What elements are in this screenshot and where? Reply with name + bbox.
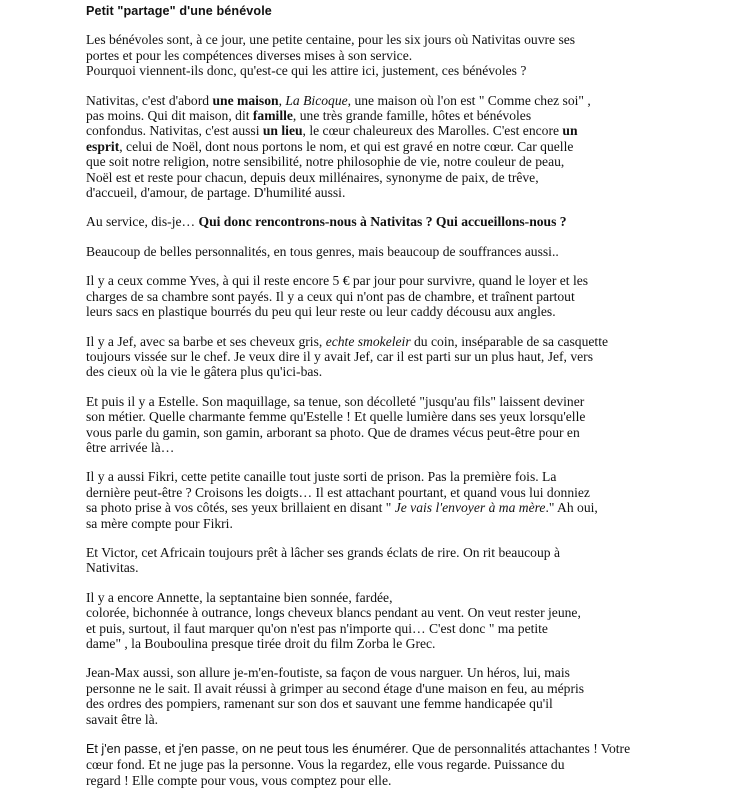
- paragraph-yves: Il y a ceux comme Yves, à qui il reste encore 5 € par jour pour survivre, quand le loyer et les charges de sa chambre sont payés. Il y a ceux qui n'ont pas de chambre, et traînent partout leurs sacs en plastique bourrés du peu qui leur reste ou leur caddy décousu aux angles.: [86, 273, 589, 320]
- paragraph-personnalites: Beaucoup de belles personnalités, en tous genres, mais beaucoup de souffrances aussi..: [86, 243, 559, 259]
- paragraph-annette: Il y a encore Annette, la septantaine bien sonnée, fardée, colorée, bichonnée à outrance, longs cheveux blancs pendant au vent. On veut rester jeune, et puis, surtout, il faut marquer qu'on n'est pas n'importe qui… C'est donc " ma petite dame" , la Bouboulina presque tirée droit du film Zorba le Grec.: [86, 589, 581, 651]
- paragraph-jef: Il y a Jef, avec sa barbe et ses cheveux gris, echte smokeleir du coin, inséparable de sa casquette toujours vissée sur le chef. Je veux dire il y avait Jef, car il est parti sur un plus haut, Jef, vers des cieux où la vie le gâtera plus qu'ici-bas.: [86, 333, 609, 380]
- paragraph-fikri: Il y a aussi Fikri, cette petite canaille tout juste sorti de prison. Pas la première fois. La dernière peut-être ? Croisons les doigts… Il est attachant pourtant, et quand vous lui donniez sa photo prise à vos côtés, ses yeux brillaient en disant " Je vais l'envoyer à ma mère." Ah oui, sa mère compte pour Fikri.: [86, 469, 598, 531]
- document-title: Petit "partage" d'une bénévole: [86, 4, 272, 18]
- paragraph-estelle: Et puis il y a Estelle. Son maquillage, sa tenue, son décolleté "jusqu'au fils" laissent deviner son métier. Quelle charmante femme qu'Estelle ! Et quelle lumière dans ses yeux lorsqu'elle vous parle du gamin, son gamin, arborant sa photo. Que de drames vécus peut-être pour en être arrivée là…: [86, 393, 586, 455]
- paragraph-jean-max: Jean-Max aussi, son allure je-m'en-foutiste, sa façon de vous narguer. Un héros, lui, mais personne ne le sait. Il avait réussi à grimper au second étage d'une maison en feu, au mépris des ordres des pompiers, ramenant sur son dos et sauvant une femme handicapée qu'il savait être là.: [86, 665, 585, 727]
- paragraph-victor: Et Victor, cet Africain toujours prêt à lâcher ses grands éclats de rire. On rit beaucoup à Nativitas.: [86, 544, 560, 576]
- paragraph-intro: Les bénévoles sont, à ce jour, une petite centaine, pour les six jours où Nativitas ouvre ses portes et pour les compétences diverses mises à son service. Pourquoi viennent-ils donc, qu'est-ce qui les attire ici, justement, ces bénévoles ?: [86, 32, 576, 79]
- paragraph-maison: Nativitas, c'est d'abord une maison, La Bicoque, une maison où l'on est " Comme chez soi" , pas moins. Qui dit maison, dit famille, une très grande famille, hôtes et bénévoles confondus. Nativitas, c'est aussi un lieu, le cœur chaleureux des Marolles. C'est encore un esprit, celui de Noël, dont nous portons le nom, et qui est gravé en notre cœur. Car quelle que soit notre religion, notre sensibilité, notre philosophie de vie, notre couleur de peau, Noël est et reste pour chacun, depuis deux millénaires, synonyme de paix, de trêve, d'accueil, d'amour, de partage. D'humilité aussi.: [86, 92, 591, 201]
- paragraph-conclusion: Et j'en passe, et j'en passe, on ne peut tous les énumérer. Que de personnalités attachantes ! Votre cœur fond. Et ne juge pas la personne. Vous la regardez, elle vous regarde. Puissance du regard ! Elle compte pour vous, vous comptez pour elle.: [86, 741, 631, 788]
- paragraph-question: Au service, dis-je… Qui donc rencontrons-nous à Nativitas ? Qui accueillons-nous ?: [86, 214, 567, 230]
